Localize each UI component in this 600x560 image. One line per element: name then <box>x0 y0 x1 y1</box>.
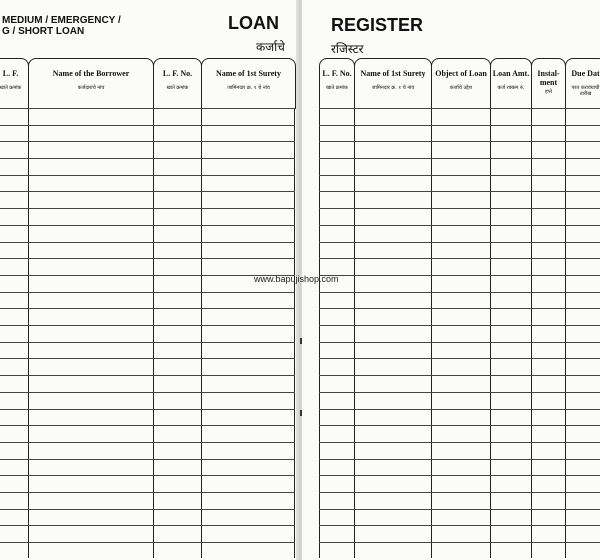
right-row-rule <box>319 242 600 243</box>
right-row-rule <box>319 225 600 226</box>
right-column-header-1 <box>319 58 355 109</box>
left-row-rule <box>0 409 295 410</box>
left-row-rule <box>0 308 295 309</box>
right-row-rule <box>319 175 600 176</box>
left-row-rule <box>0 392 295 393</box>
right-column-header-4 <box>490 58 532 109</box>
left-column-label-marathi: खाते क्रमांक <box>0 85 22 91</box>
right-column-label: Due Dat <box>571 69 600 78</box>
left-column-header-1 <box>0 58 29 109</box>
loan-type-heading: MEDIUM / EMERGENCY / G / SHORT LOAN <box>2 15 121 37</box>
left-row-rule <box>0 509 295 510</box>
right-row-rule <box>319 258 600 259</box>
right-column-label-marathi: खाते क्रमांक <box>326 85 348 91</box>
left-row-rule <box>0 342 295 343</box>
right-column-label: Loan Amt. <box>492 69 530 78</box>
left-column-label-marathi: कर्जदाराचे नांव <box>77 85 105 91</box>
right-column-header-5 <box>531 58 566 109</box>
left-row-rule <box>0 542 295 543</box>
website-watermark: www.bapujishop.com <box>254 274 339 284</box>
right-row-rule <box>319 442 600 443</box>
title-loan: LOAN <box>228 13 279 33</box>
left-row-rule <box>0 425 295 426</box>
left-row-rule <box>0 191 295 192</box>
left-row-rule <box>0 325 295 326</box>
right-row-rule <box>319 409 600 410</box>
right-row-rule <box>319 292 600 293</box>
left-column-label: L. F. No. <box>162 69 193 78</box>
right-row-rule <box>319 358 600 359</box>
right-row-rule <box>319 125 600 126</box>
right-column-label: Name of 1st Surety <box>360 69 426 78</box>
left-row-rule <box>0 208 295 209</box>
right-column-label-marathi: हप्ते <box>544 89 553 95</box>
left-column-label-marathi: जामिनदार क्र. १ चे नांव <box>227 85 270 91</box>
right-row-rule <box>319 392 600 393</box>
right-column-label-marathi: परत करावयाची तारीख <box>571 85 600 97</box>
left-column-header-2 <box>28 58 154 109</box>
right-column-header-2 <box>354 58 432 109</box>
left-row-rule <box>0 292 295 293</box>
right-column-label: Instal- ment <box>537 69 560 87</box>
left-row-rule <box>0 358 295 359</box>
right-row-rule <box>319 492 600 493</box>
right-column-header-6 <box>565 58 600 109</box>
right-row-rule <box>319 275 600 276</box>
left-row-rule <box>0 175 295 176</box>
right-row-rule <box>319 525 600 526</box>
right-column-label: Object of Loan <box>435 69 487 78</box>
left-row-rule <box>0 141 295 142</box>
binding-mark <box>300 338 302 344</box>
left-row-rule <box>0 242 295 243</box>
title-loan-marathi: कर्जाचे <box>256 40 285 54</box>
right-row-rule <box>319 509 600 510</box>
right-row-rule <box>319 475 600 476</box>
right-row-rule <box>319 308 600 309</box>
left-row-rule <box>0 125 295 126</box>
right-row-rule <box>319 542 600 543</box>
right-column-label-marathi: कर्ज रक्कम रु. <box>497 85 525 91</box>
left-column-label: L. F. <box>2 69 19 78</box>
right-row-rule <box>319 141 600 142</box>
right-column-label-marathi: जामिनदार क्र. १ चे नांव <box>371 85 415 91</box>
right-row-rule <box>319 191 600 192</box>
right-column-header-3 <box>431 58 491 109</box>
left-row-rule <box>0 158 295 159</box>
left-row-rule <box>0 475 295 476</box>
left-column-label-marathi: खाते क्रमांक <box>166 85 189 91</box>
right-row-rule <box>319 108 600 109</box>
left-row-rule <box>0 225 295 226</box>
right-row-rule <box>319 375 600 376</box>
left-row-rule <box>0 108 295 109</box>
right-row-rule <box>319 342 600 343</box>
title-register: REGISTER <box>331 15 424 35</box>
left-row-rule <box>0 492 295 493</box>
left-column-header-3 <box>153 58 202 109</box>
right-column-label-marathi: कर्जाचे उद्देश <box>449 85 473 91</box>
left-row-rule <box>0 258 295 259</box>
right-row-rule <box>319 459 600 460</box>
right-row-rule <box>319 158 600 159</box>
left-row-rule <box>0 275 295 276</box>
right-row-rule <box>319 208 600 209</box>
title-register-marathi: रजिस्टर <box>331 42 364 56</box>
left-column-header-4 <box>201 58 296 109</box>
binding-mark <box>300 410 302 416</box>
left-row-rule <box>0 375 295 376</box>
left-row-rule <box>0 442 295 443</box>
left-row-rule <box>0 525 295 526</box>
left-column-label: Name of the Borrower <box>52 69 130 78</box>
right-row-rule <box>319 425 600 426</box>
right-column-label: L. F. No. <box>322 69 352 78</box>
left-row-rule <box>0 459 295 460</box>
right-row-rule <box>319 325 600 326</box>
left-column-label: Name of 1st Surety <box>216 69 281 78</box>
